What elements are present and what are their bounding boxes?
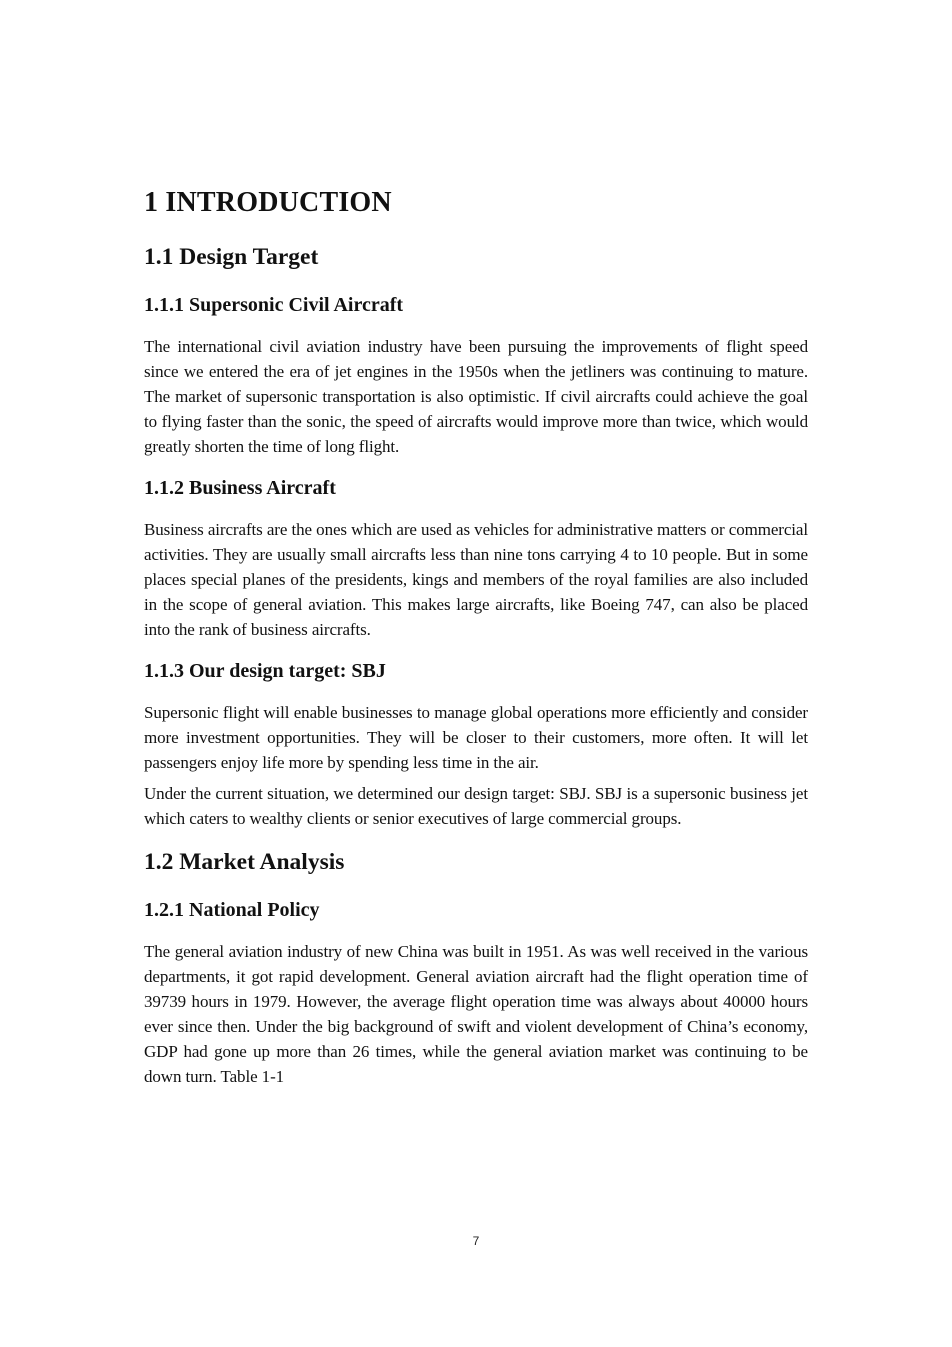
paragraph-national-policy: The general aviation industry of new China was built in 1951. As was well received in the various departments, it got rapid development. General aviation aircraft had the flight operation time of 39739 hours in 1979. However, the average flight operation time was always about 40000 hours ever since then. Under the big background of swift and violent development of China’s economy, GDP had gone up more than 26 times, while the general aviation market was continuing to be down turn. Table 1-1 bbox=[144, 942, 808, 1086]
page-content bbox=[144, 186, 808, 1105]
subsection-heading-supersonic-civil-aircraft: 1.1.1 Supersonic Civil Aircraft bbox=[144, 294, 404, 316]
chapter-heading: 1 INTRODUCTION bbox=[144, 187, 392, 218]
section-heading-market-analysis: 1.2 Market Analysis bbox=[144, 849, 345, 875]
paragraph-business-aircraft: Business aircrafts are the ones which are used as vehicles for administrative matters or commercial activities. They are usually small aircrafts less than nine tons carrying 4 to 10 people. But in some places special planes of the presidents, kings and members of the royal families are also included in the scope of general aviation. This makes large aircrafts, like Boeing 747, can also be placed into the rank of business aircrafts. bbox=[144, 520, 808, 639]
subsection-heading-national-policy: 1.2.1 National Policy bbox=[144, 899, 320, 921]
paragraph-supersonic-civil-aircraft: The international civil aviation industry have been pursuing the improvements of flight speed since we entered the era of jet engines in the 1950s when the jetliners was continuing to mature. The market of supersonic transportation is also optimistic. If civil aircrafts could achieve the goal to flying faster than the sonic, the speed of aircrafts would improve more than twice, which would greatly shorten the time of long flight. bbox=[144, 337, 808, 456]
paragraph-supersonic-flight: Supersonic flight will enable businesses to manage global operations more efficiently and consider more investment opportunities. They will be closer to their customers, more often. It will let passengers enjoy life more by spending less time in the air. bbox=[144, 703, 808, 772]
subsection-heading-business-aircraft: 1.1.2 Business Aircraft bbox=[144, 477, 336, 499]
section-heading-design-target: 1.1 Design Target bbox=[144, 244, 319, 270]
paragraph-current-situation: Under the current situation, we determined our design target: SBJ. SBJ is a supersonic business jet which caters to wealthy clients or senior executives of large commercial groups. bbox=[144, 784, 808, 828]
subsection-heading-design-target-sbj: 1.1.3 Our design target: SBJ bbox=[144, 660, 386, 682]
page-number: 7 bbox=[472, 1234, 480, 1248]
